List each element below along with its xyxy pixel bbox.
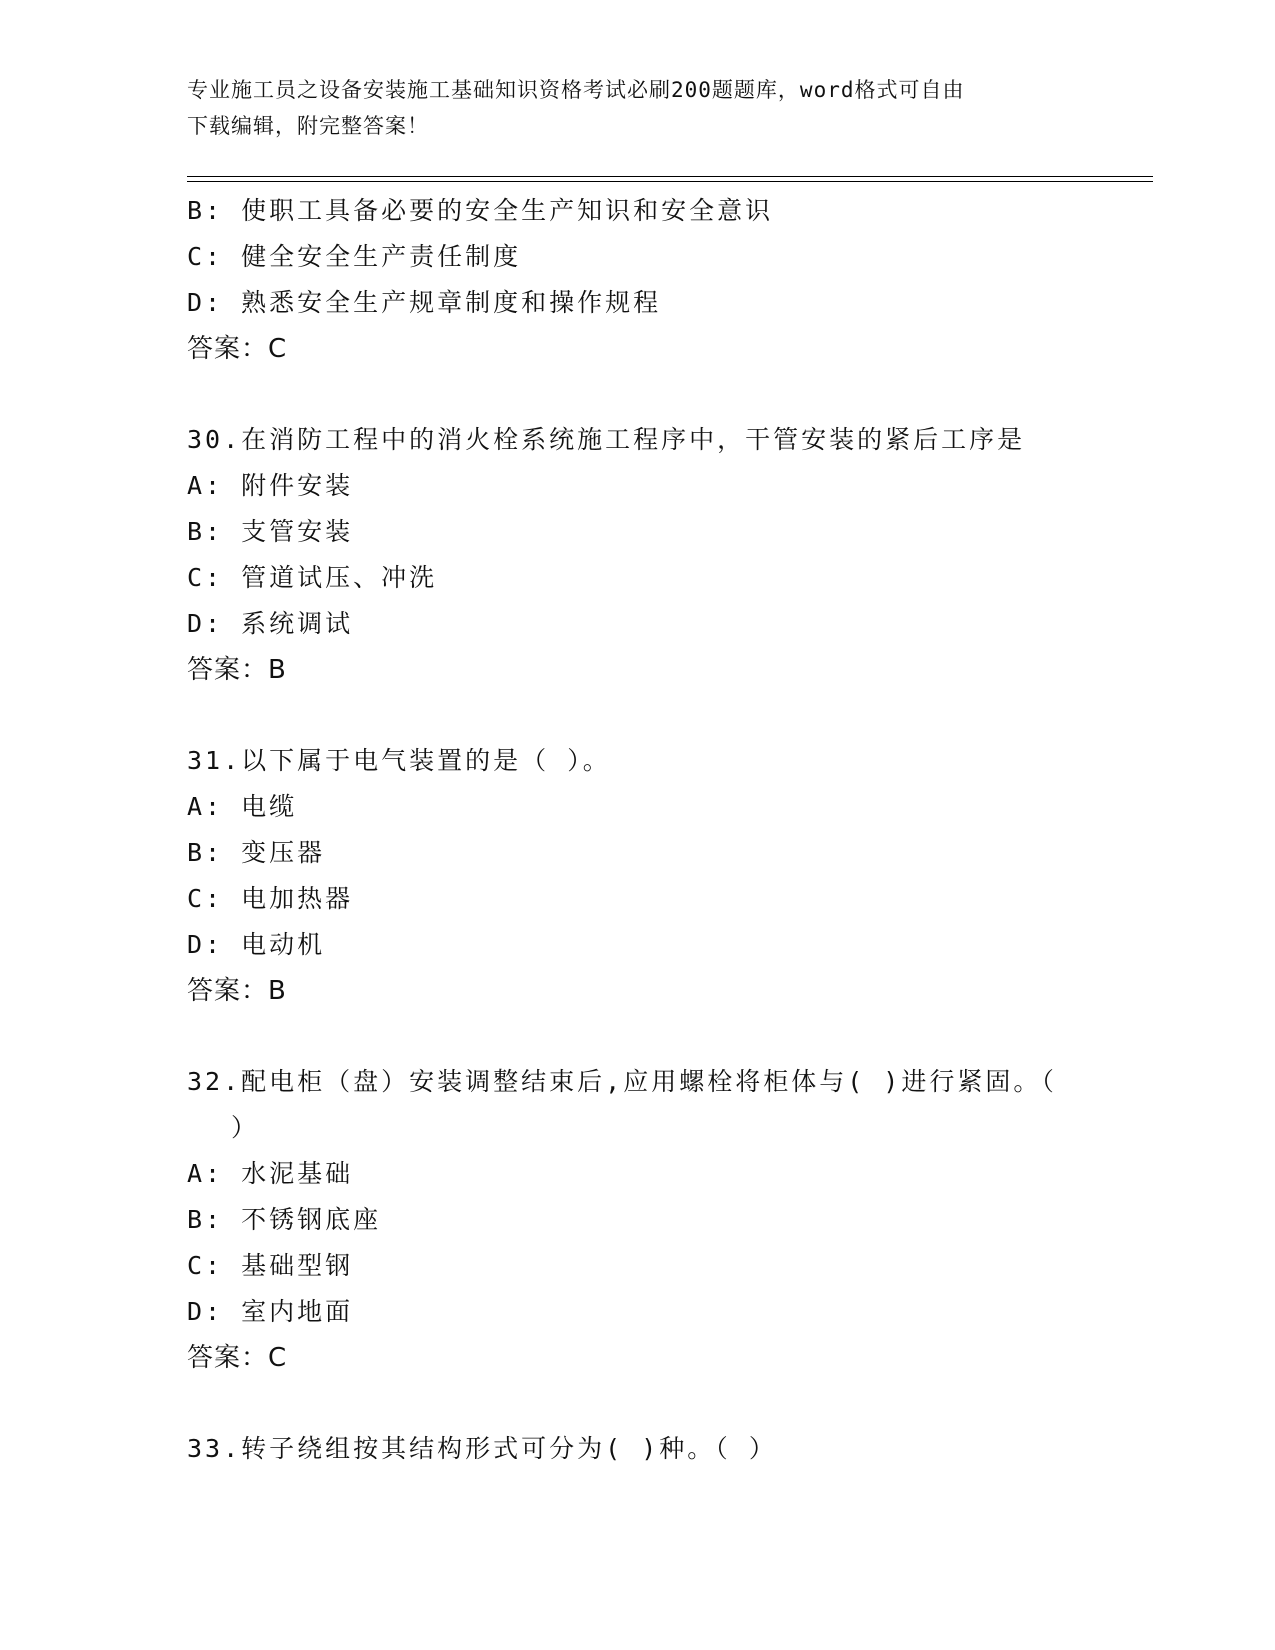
option-c: C: 基础型钢 — [187, 1251, 354, 1280]
question-text: 32.配电柜（盘）安装调整结束后,应用螺栓将柜体与( )进行紧固。（ — [187, 1067, 1057, 1096]
question-block-30 — [187, 417, 1087, 693]
answer-line: 答案：B — [187, 976, 287, 1006]
option-b: B: 变压器 — [187, 838, 326, 867]
option-c: C: 管道试压、冲洗 — [187, 563, 438, 592]
option-a: A: 电缆 — [187, 792, 298, 821]
option-c: C: 健全安全生产责任制度 — [187, 242, 522, 271]
answer-line: 答案：B — [187, 655, 287, 685]
header-divider-top — [187, 176, 1153, 177]
option-b: B: 使职工具备必要的安全生产知识和安全意识 — [187, 196, 774, 225]
question-text-continued: ） — [231, 1113, 260, 1142]
question-block-33 — [187, 1426, 1087, 1472]
question-text: 30.在消防工程中的消火栓系统施工程序中，干管安装的紧后工序是 — [187, 425, 1026, 454]
answer-line: 答案：C — [187, 334, 288, 364]
option-c: C: 电加热器 — [187, 884, 354, 913]
question-block-31 — [187, 738, 1087, 1014]
question-text: 31.以下属于电气装置的是（ ）。 — [187, 746, 611, 775]
option-d: D: 电动机 — [187, 930, 326, 959]
header-divider-bottom — [187, 181, 1153, 182]
document-header — [187, 72, 1067, 144]
answer-line: 答案：C — [187, 1343, 288, 1373]
question-list — [187, 188, 1087, 1472]
option-a: A: 水泥基础 — [187, 1159, 354, 1188]
question-block-32 — [187, 1059, 1087, 1381]
header-line-2: 下载编辑，附完整答案！ — [187, 114, 429, 138]
question-text: 33.转子绕组按其结构形式可分为( )种。（ ） — [187, 1434, 777, 1463]
header-line-1: 专业施工员之设备安装施工基础知识资格考试必刷200题题库，word格式可自由 — [187, 78, 965, 102]
option-d: D: 系统调试 — [187, 609, 354, 638]
question-block-prev — [187, 188, 1087, 372]
option-d: D: 熟悉安全生产规章制度和操作规程 — [187, 288, 662, 317]
option-a: A: 附件安装 — [187, 471, 354, 500]
option-b: B: 支管安装 — [187, 517, 354, 546]
option-b: B: 不锈钢底座 — [187, 1205, 382, 1234]
option-d: D: 室内地面 — [187, 1297, 354, 1326]
